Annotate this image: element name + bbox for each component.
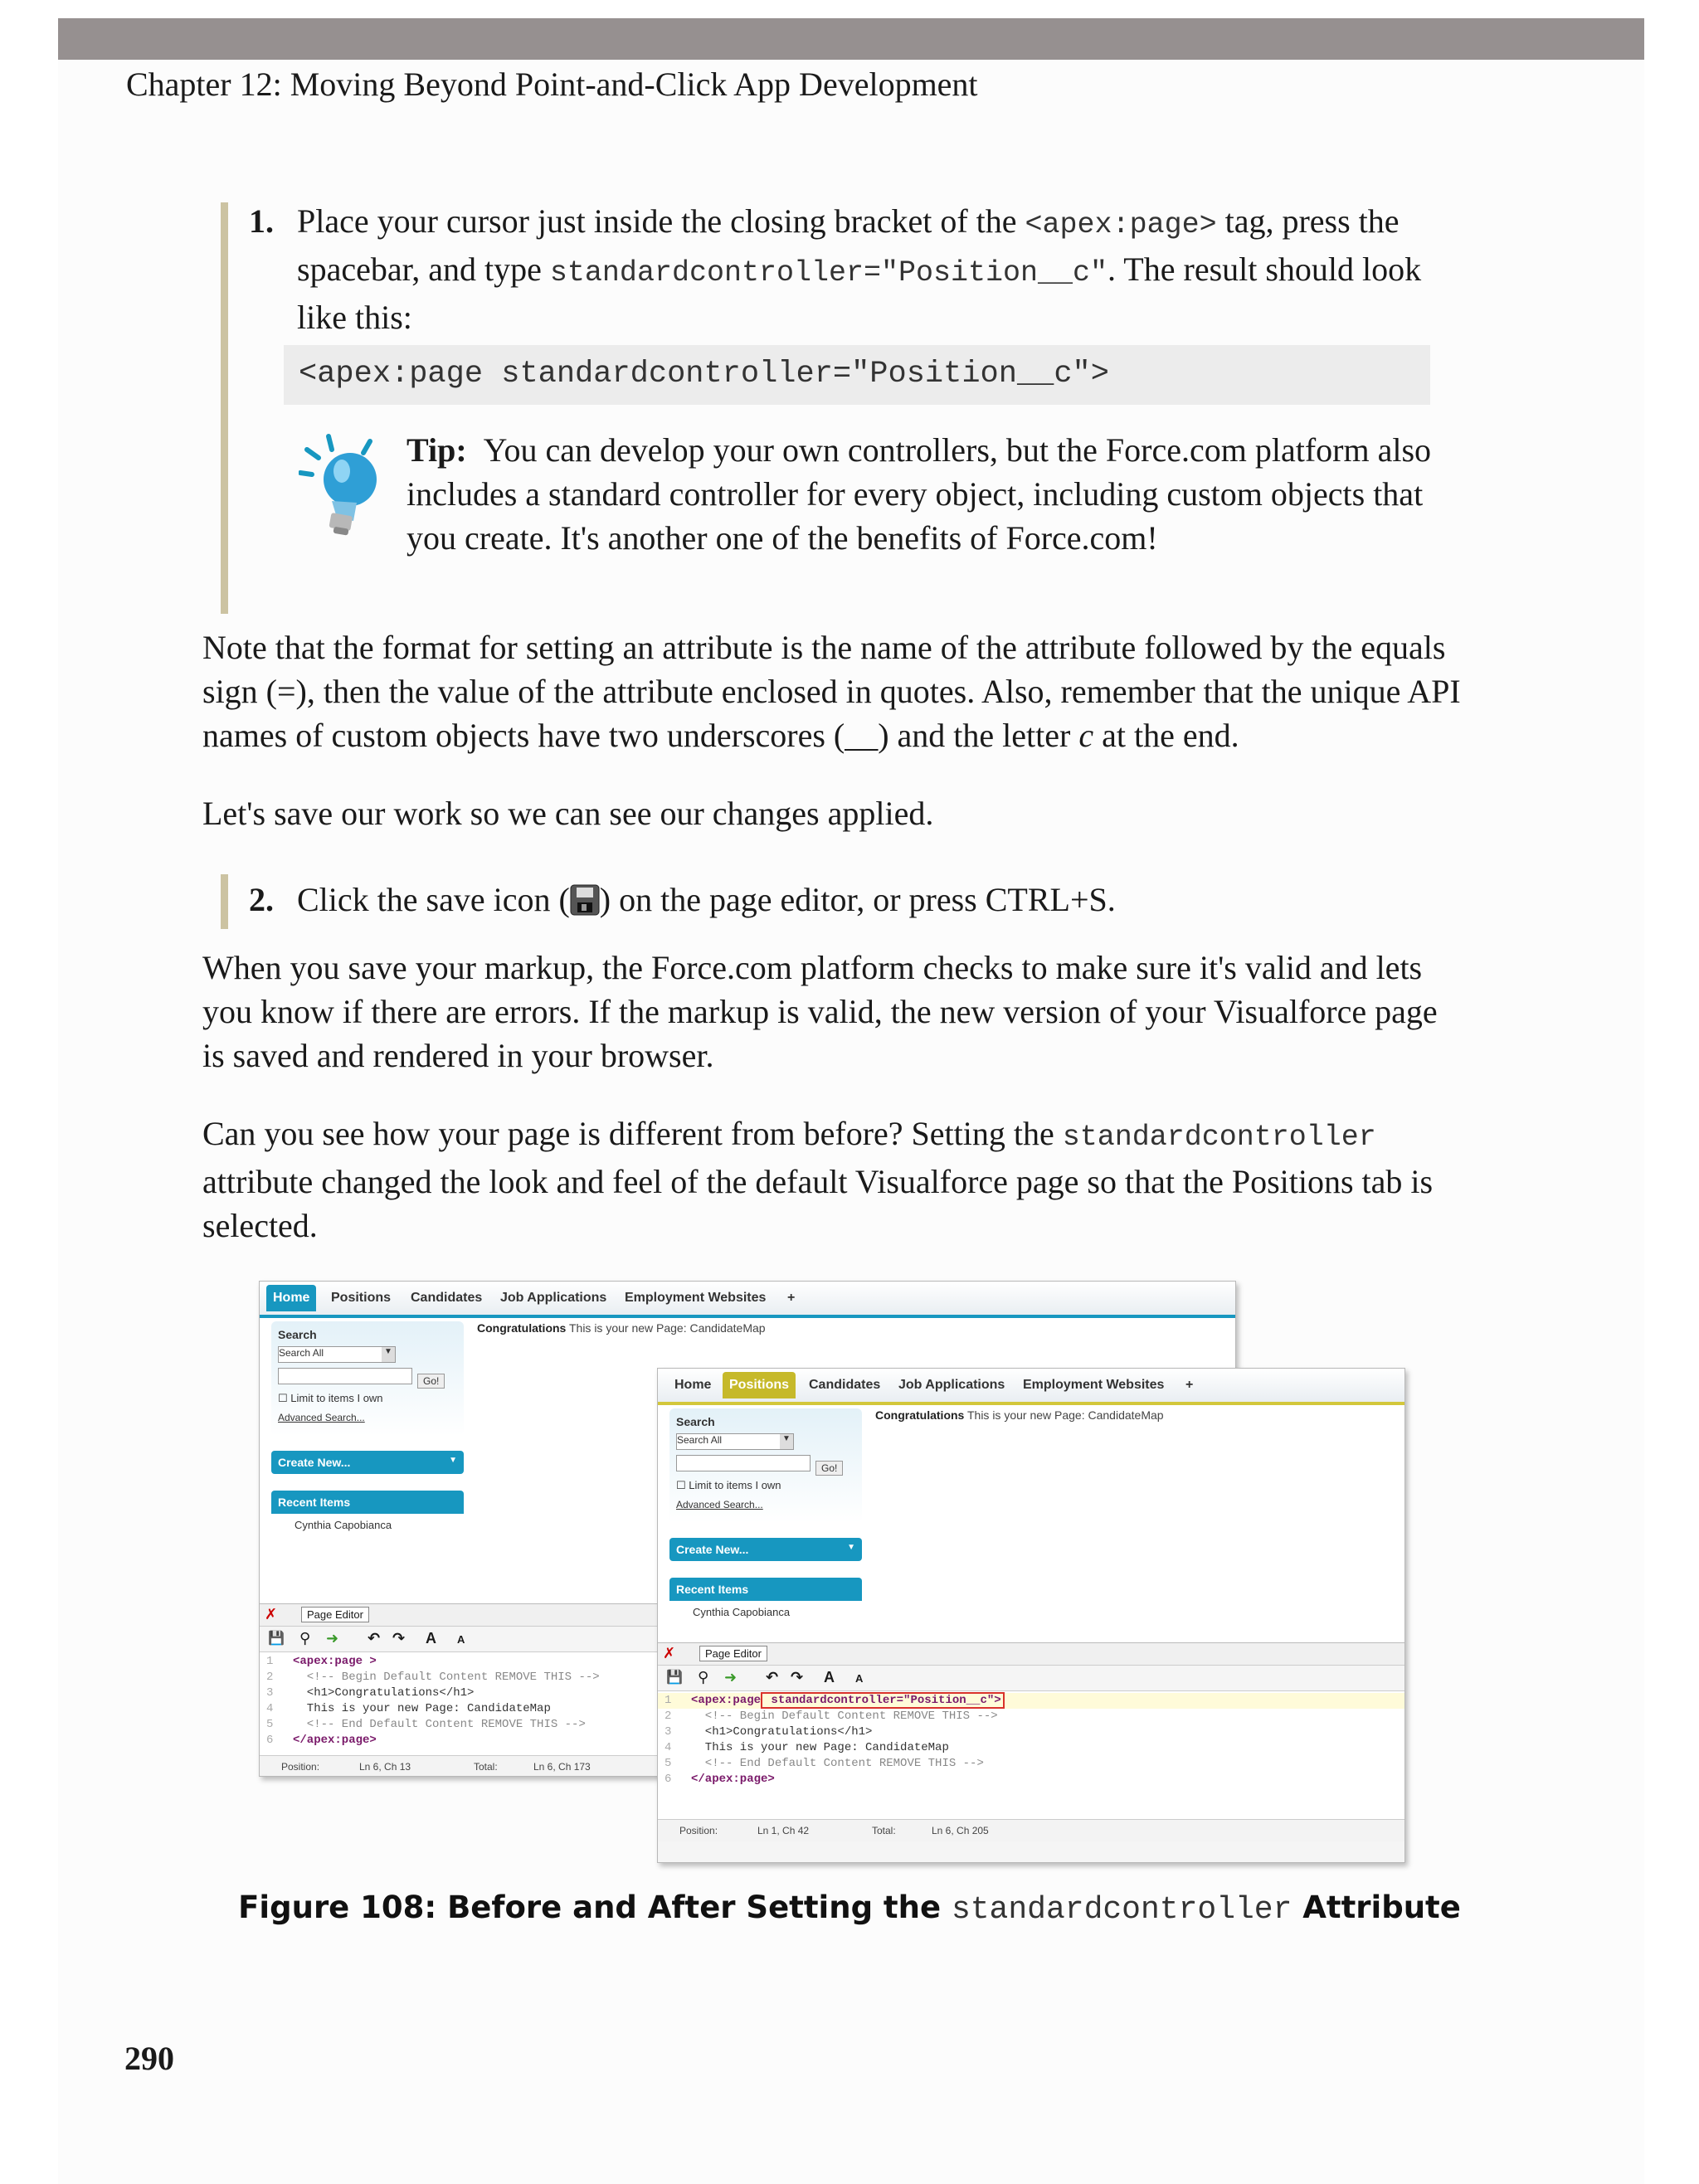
search-label: Search — [676, 1415, 715, 1428]
step-1 — [249, 199, 1427, 339]
advanced-search-link[interactable]: Advanced Search... — [278, 1412, 365, 1423]
undo-icon[interactable]: ↶ — [766, 1669, 779, 1685]
close-icon[interactable]: ✗ — [265, 1606, 278, 1622]
figure-screenshot — [259, 1281, 1404, 1861]
search-panel — [669, 1408, 862, 1523]
goto-arrow-icon[interactable]: ➜ — [326, 1630, 339, 1647]
tip-text: You can develop your own controllers, but the Force.com platform also includes a standard controller for every object, including custom objects that you create. It's another one of the benefits of Force.com! — [406, 431, 1432, 557]
search-icon[interactable]: ⚲ — [299, 1630, 311, 1647]
tab-employment-websites[interactable]: Employment Websites — [625, 1291, 767, 1305]
step-text: Place your cursor just inside the closing bracket of the <apex:page> tag, press the spacebar, and type standardcontroller="Position__c". The result should look like this: — [297, 202, 1422, 336]
create-new-button[interactable]: Create New... ▼ — [669, 1538, 862, 1561]
step-sidebar — [221, 874, 228, 929]
search-panel — [271, 1321, 464, 1436]
code-block: <apex:page standardcontroller="Position__c"> — [284, 345, 1430, 405]
tab-bar — [260, 1282, 1235, 1318]
limit-checkbox[interactable]: ☐ Limit to items I own — [676, 1479, 781, 1491]
font-larger-icon[interactable]: A — [426, 1630, 436, 1647]
go-button[interactable]: Go! — [417, 1374, 445, 1389]
tab-candidates[interactable]: Candidates — [411, 1291, 483, 1305]
goto-arrow-icon[interactable]: ➜ — [724, 1669, 738, 1685]
search-scope-select[interactable]: Search All ▼ — [676, 1433, 794, 1450]
page-editor-tab[interactable]: Page Editor — [699, 1646, 767, 1661]
step-sidebar — [221, 202, 228, 614]
paragraph-save-work: Let's save our work so we can see our changes applied. — [202, 795, 934, 832]
chevron-down-icon: ▼ — [449, 1456, 457, 1465]
save-icon[interactable]: 💾 — [268, 1632, 285, 1646]
search-scope-select[interactable]: Search All ▼ — [278, 1346, 396, 1363]
congrats-message: Congratulations This is your new Page: CandidateMap — [477, 1321, 766, 1335]
after-window — [657, 1368, 1405, 1863]
tab-positions[interactable]: Positions — [331, 1291, 392, 1305]
tip-callout — [406, 428, 1435, 560]
save-icon — [570, 884, 600, 916]
congrats-message: Congratulations This is your new Page: CandidateMap — [875, 1408, 1164, 1422]
recent-item[interactable]: Cynthia Capobianca — [693, 1606, 791, 1618]
redo-icon[interactable]: ↷ — [392, 1630, 406, 1647]
font-smaller-icon[interactable]: A — [855, 1672, 864, 1685]
running-head: Chapter 12: Moving Beyond Point-and-Click App Development — [126, 66, 978, 103]
paragraph-attribute-format: Note that the format for setting an attribute is the name of the attribute followed by the equals sign (=), then the value of the attribute enclosed in quotes. Also, remember that the unique API names of custom objects have two underscores (__) and the letter c at the end. — [202, 629, 1461, 754]
search-input[interactable] — [278, 1368, 412, 1384]
step-number: 1. — [249, 202, 274, 240]
tab-candidates[interactable]: Candidates — [809, 1378, 881, 1392]
page-editor-tab[interactable]: Page Editor — [301, 1607, 369, 1622]
sidebar — [669, 1408, 862, 1618]
tab-employment-websites[interactable]: Employment Websites — [1023, 1378, 1165, 1392]
page-number: 290 — [124, 2040, 174, 2077]
editor-toolbar — [658, 1666, 1404, 1691]
tip-label: Tip: — [406, 431, 467, 469]
font-smaller-icon[interactable]: A — [457, 1633, 465, 1646]
search-label: Search — [278, 1328, 317, 1341]
create-new-button[interactable]: Create New... ▼ — [271, 1451, 464, 1474]
chevron-down-icon: ▼ — [382, 1347, 395, 1362]
chevron-down-icon: ▼ — [847, 1543, 855, 1552]
tab-positions[interactable]: Positions — [723, 1372, 796, 1398]
paragraph-look-and-feel: Can you see how your page is different from before? Setting the standardcontroller attribute changed the look and feel of the default Visualforce page so that the Positions tab is selected. — [202, 1115, 1434, 1244]
close-icon[interactable]: ✗ — [663, 1645, 676, 1661]
tab-bar — [658, 1369, 1404, 1405]
undo-icon[interactable]: ↶ — [368, 1630, 381, 1647]
step-number: 2. — [249, 881, 274, 918]
tab-add[interactable]: + — [1185, 1378, 1194, 1392]
tab-home[interactable]: Home — [266, 1285, 316, 1311]
go-button[interactable]: Go! — [815, 1461, 843, 1476]
code-editor[interactable]: 1 <apex:page > 2 <!-- Begin Default Content REMOVE THIS --> 3 <h1>Congratulations</h1> 4 This is your new Page: CandidateMap 5 <!-- End Default Content REMOVE THIS --> 6 </apex:page> — [260, 1652, 1235, 1755]
paragraph-save-markup: When you save your markup, the Force.com platform checks to make sure it's valid and lets you know if there are errors. If the markup is valid, the new version of your Visualforce page is saved and rendered in your browser. — [202, 949, 1438, 1074]
font-larger-icon[interactable]: A — [824, 1669, 835, 1685]
recent-items-header: Recent Items — [271, 1491, 464, 1514]
tab-home[interactable]: Home — [674, 1378, 712, 1392]
editor-status-bar: Position: Ln 1, Ch 42 Total: Ln 6, Ch 205 — [658, 1819, 1404, 1841]
step-2: 2. Click the save icon ( ) on the page editor, or press CTRL+S. — [249, 878, 1427, 922]
chevron-down-icon: ▼ — [780, 1434, 793, 1449]
tab-add[interactable]: + — [787, 1291, 796, 1305]
redo-icon[interactable]: ↷ — [791, 1669, 804, 1685]
lightbulb-icon — [299, 431, 382, 539]
sidebar — [271, 1321, 464, 1531]
tab-job-applications[interactable]: Job Applications — [898, 1378, 1005, 1392]
figure-caption: Figure 108: Before and After Setting the standardcontroller Attribute — [238, 1890, 1461, 1928]
recent-items-header: Recent Items — [669, 1578, 862, 1601]
tab-job-applications[interactable]: Job Applications — [500, 1291, 607, 1305]
header-bar — [58, 18, 1644, 60]
page-editor — [658, 1642, 1404, 1863]
search-input[interactable] — [676, 1455, 811, 1471]
recent-item[interactable]: Cynthia Capobianca — [295, 1519, 392, 1531]
search-icon[interactable]: ⚲ — [698, 1669, 709, 1685]
editor-status-bar: Position: Ln 6, Ch 13 Total: Ln 6, Ch 173 — [260, 1755, 1235, 1777]
limit-checkbox[interactable]: ☐ Limit to items I own — [278, 1392, 383, 1404]
save-icon[interactable]: 💾 — [666, 1671, 683, 1685]
code-editor[interactable]: 1 <apex:page standardcontroller="Position__c"> 2 <!-- Begin Default Content REMOVE THIS --> 3 <h1>Congratulations</h1> 4 This is your new Page: CandidateMap 5 <!-- End Default Content REMOVE THIS --> 6 </apex:page> — [658, 1691, 1404, 1819]
advanced-search-link[interactable]: Advanced Search... — [676, 1499, 763, 1510]
standardcontroller-highlight: standardcontroller="Position__c"> — [761, 1692, 1005, 1709]
